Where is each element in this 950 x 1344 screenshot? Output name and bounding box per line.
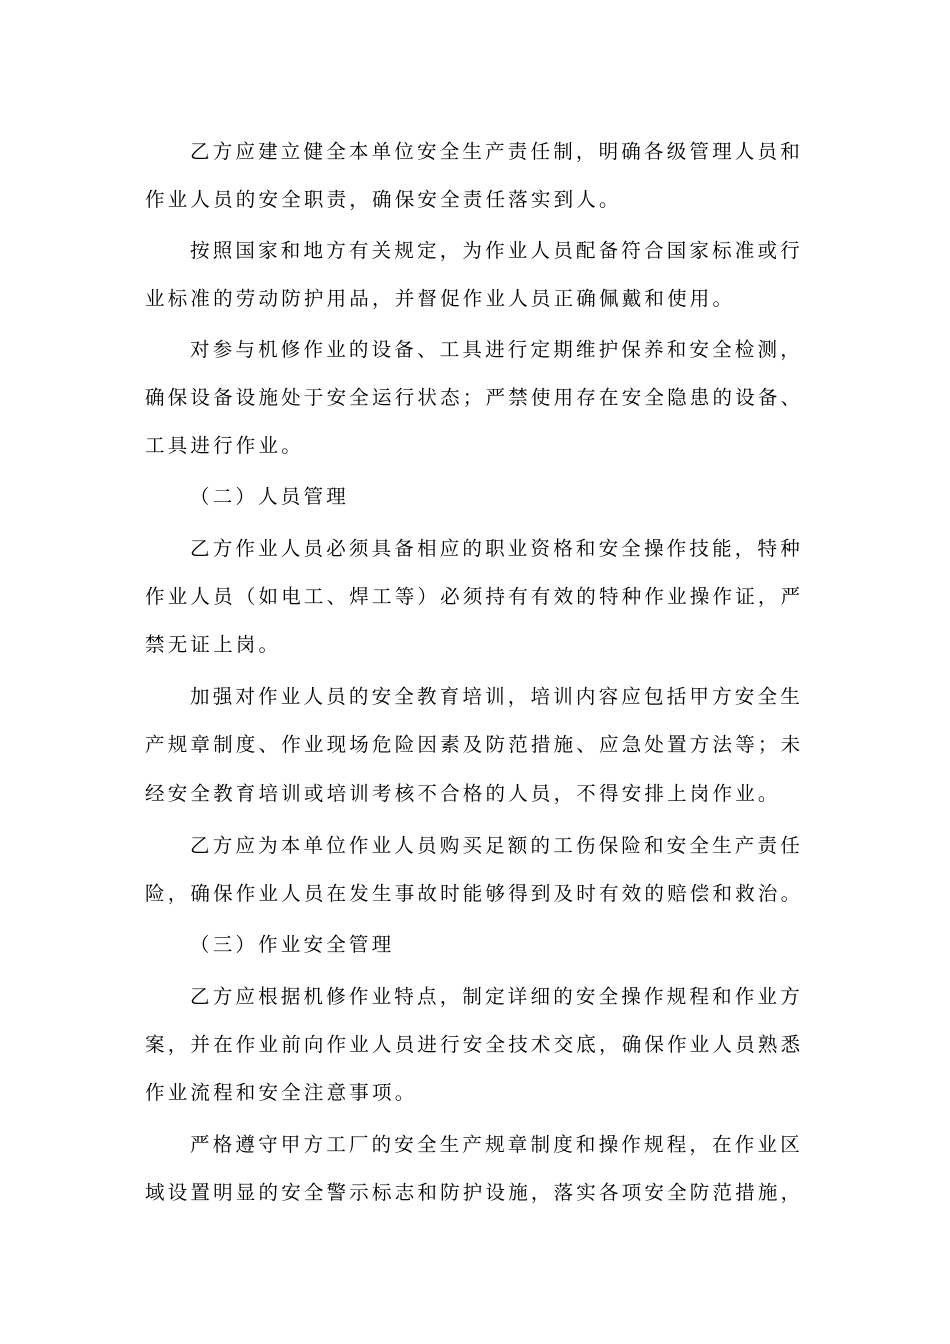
paragraph-line: 禁无证上岗。 [145,633,282,656]
paragraph-line: 作业流程和安全注意事项。 [145,1081,418,1104]
paragraph-line: 工具进行作业。 [145,434,304,457]
paragraph-line: 险，确保作业人员在发生事故时能够得到及时有效的赔偿和救治。 [145,882,804,905]
paragraph-line: 案，并在作业前向作业人员进行安全技术交底，确保作业人员熟悉 [145,1033,804,1056]
paragraph-line: 乙方应建立健全本单位安全生产责任制，明确各级管理人员和 [190,140,803,163]
paragraph-line: 乙方作业人员必须具备相应的职业资格和安全操作技能，特种 [190,537,803,560]
paragraph-line: 产规章制度、作业现场危险因素及防范措施、应急处置方法等；未 [145,733,804,756]
paragraph-line: 确保设备设施处于安全运行状态；严禁使用存在安全隐患的设备、 [145,386,804,409]
paragraph-line: 作业人员的安全职责，确保安全责任落实到人。 [145,188,622,211]
section-heading: （三）作业安全管理 [190,933,395,956]
paragraph-line: 业标准的劳动防护用品，并督促作业人员正确佩戴和使用。 [145,287,736,310]
paragraph-line: 对参与机修作业的设备、工具进行定期维护保养和安全检测， [190,338,803,361]
paragraph-line: 作业人员（如电工、焊工等）必须持有有效的特种作业操作证，严 [145,585,804,608]
section-heading: （二）人员管理 [190,485,349,508]
paragraph-line: 乙方应根据机修作业特点，制定详细的安全操作规程和作业方 [190,985,803,1008]
paragraph-line: 加强对作业人员的安全教育培训，培训内容应包括甲方安全生 [190,685,803,708]
paragraph-line: 按照国家和地方有关规定，为作业人员配备符合国家标准或行 [190,239,803,262]
paragraph-line: 经安全教育培训或培训考核不合格的人员，不得安排上岗作业。 [145,782,781,805]
paragraph-line: 严格遵守甲方工厂的安全生产规章制度和操作规程，在作业区 [190,1133,803,1156]
paragraph-line: 域设置明显的安全警示标志和防护设施，落实各项安全防范措施， [145,1181,804,1204]
paragraph-line: 乙方应为本单位作业人员购买足额的工伤保险和安全生产责任 [190,834,803,857]
